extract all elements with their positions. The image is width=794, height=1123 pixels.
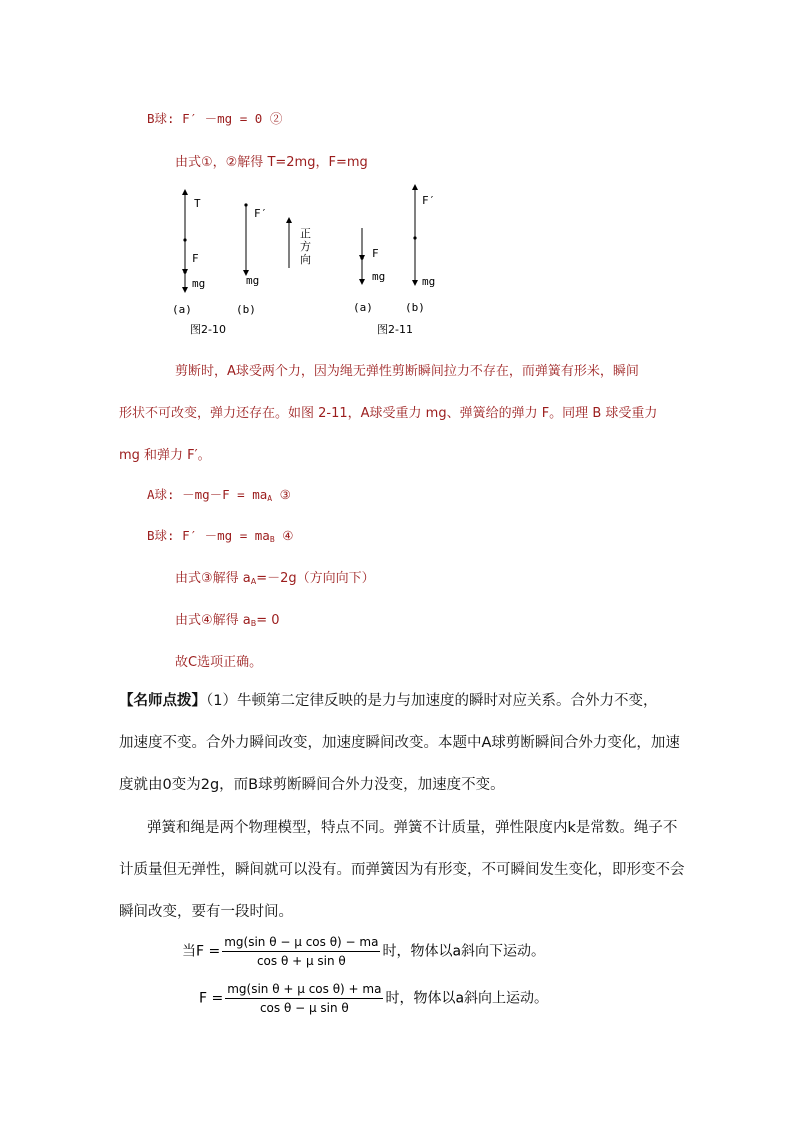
tips-heading: 【名师点拨】: [119, 693, 206, 709]
fig2-diagram-a: [360, 228, 385, 283]
positive-direction-arrow: [289, 220, 311, 268]
force-diagrams: [150, 180, 470, 340]
formula-2-denominator: cos θ − μ sin θ: [259, 1001, 349, 1015]
solve-4-result: = 0: [256, 613, 280, 628]
a-ball-equation-main: A球: －mg－F = ma: [147, 487, 268, 502]
fig1-b-label-mg: mg: [246, 274, 260, 287]
cut-explanation-line-2: 形状不可改变，弹力还存在。如图 2-11，A球受重力 mg、弹簧给的弹力 F。同理 B 球受重力: [119, 406, 658, 421]
solve-3-result: =－2g（方向向下）: [256, 571, 375, 586]
fig1-a-label-mg: mg: [192, 277, 206, 290]
formula-2-numerator: mg(sin θ + μ cos θ) + ma: [225, 982, 383, 999]
tips-line-5: 计质量但无弹性，瞬间就可以没有。而弹簧因为有形变，不可瞬间发生变化，即形变不会: [119, 862, 685, 878]
fig2-diagram-b: [413, 187, 435, 288]
b-ball-equation-subscript: B: [269, 535, 275, 544]
formula-2-lhs: F =: [199, 990, 224, 1007]
solve-4-main: 由式④解得 a: [175, 613, 251, 628]
b-ball-equation-number: ④: [274, 528, 294, 543]
solve-3-main: 由式③解得 a: [175, 571, 251, 586]
tips-line-4: 弹簧和绳是两个物理模型，特点不同。弹簧不计质量，弹性限度内k是常数。绳子不: [147, 820, 678, 836]
a-ball-equation: [147, 485, 291, 503]
formula-downward: [182, 935, 545, 968]
solve-equation-4: [175, 609, 280, 628]
fig2-b-label-f-prime: F′: [422, 194, 436, 207]
formula-2-fraction: [225, 982, 383, 1015]
fig1-b-sublabel: (b): [236, 303, 256, 316]
solve-equations-1-2: 由式①，②解得 T=2mg，F=mg: [175, 155, 368, 170]
b-ball-equation: B球: F′ －mg = 0 ②: [147, 111, 283, 126]
conclusion: 故C选项正确。: [175, 655, 263, 670]
b-ball-acceleration-equation: [147, 526, 293, 544]
solve-3-subscript: A: [250, 577, 257, 586]
solve-equation-3: [175, 567, 375, 586]
formula-2-tail: 时，物体以a斜向上运动。: [385, 990, 549, 1007]
formula-upward: [199, 982, 548, 1015]
formula-1-numerator: mg(sin θ − μ cos θ) − ma: [222, 935, 380, 952]
direction-char-3: 向: [300, 253, 311, 266]
a-ball-equation-number: ③: [272, 487, 291, 502]
fig2-a-label-f: F: [372, 247, 379, 260]
tips-line-1: [119, 689, 657, 710]
formula-1-denominator: cos θ + μ sin θ: [256, 954, 346, 968]
fig1-caption: 图2-10: [190, 323, 226, 336]
fig1-diagram-b: [244, 203, 267, 287]
fig2-b-label-mg: mg: [422, 275, 436, 288]
cut-explanation-line-1: 剪断时，A球受两个力，因为绳无弹性剪断瞬间拉力不存在，而弹簧有形米，瞬间: [175, 364, 639, 379]
formula-1-lhs: 当F =: [182, 943, 221, 960]
a-ball-equation-subscript: A: [267, 494, 273, 503]
direction-char-2: 方: [300, 240, 311, 253]
fig1-a-label-f: F: [192, 252, 199, 265]
fig2-b-sublabel: (b): [405, 301, 425, 314]
tips-line-2: 加速度不变。合外力瞬间改变，加速度瞬间改变。本题中A球剪断瞬间合外力变化，加速: [119, 735, 680, 751]
formula-1-tail: 时，物体以a斜向下运动。: [382, 943, 546, 960]
fig2-a-sublabel: (a): [353, 301, 373, 314]
solve-4-subscript: B: [250, 619, 257, 628]
cut-explanation-line-3: mg 和弹力 F′。: [119, 448, 211, 463]
fig2-a-label-mg: mg: [372, 270, 386, 283]
b-ball-equation-main: B球: F′ －mg = ma: [147, 528, 270, 543]
fig1-a-sublabel: (a): [172, 303, 192, 316]
formula-1-fraction: [222, 935, 380, 968]
fig1-b-label-f-prime: F′: [254, 207, 268, 220]
fig2-caption: 图2-11: [377, 323, 413, 336]
tips-line-3: 度就由0变为2g，而B球剪断瞬间合外力没变，加速度不变。: [119, 777, 505, 793]
tips-line-6: 瞬间改变，要有一段时间。: [119, 904, 293, 920]
fig1-a-label-t: T: [194, 197, 201, 210]
fig1-diagram-a: [183, 192, 205, 290]
tips-line-1-text: （1）牛顿第二定律反映的是力与加速度的瞬时对应关系。合外力不变，: [206, 693, 658, 709]
direction-char-1: 正: [300, 227, 311, 240]
